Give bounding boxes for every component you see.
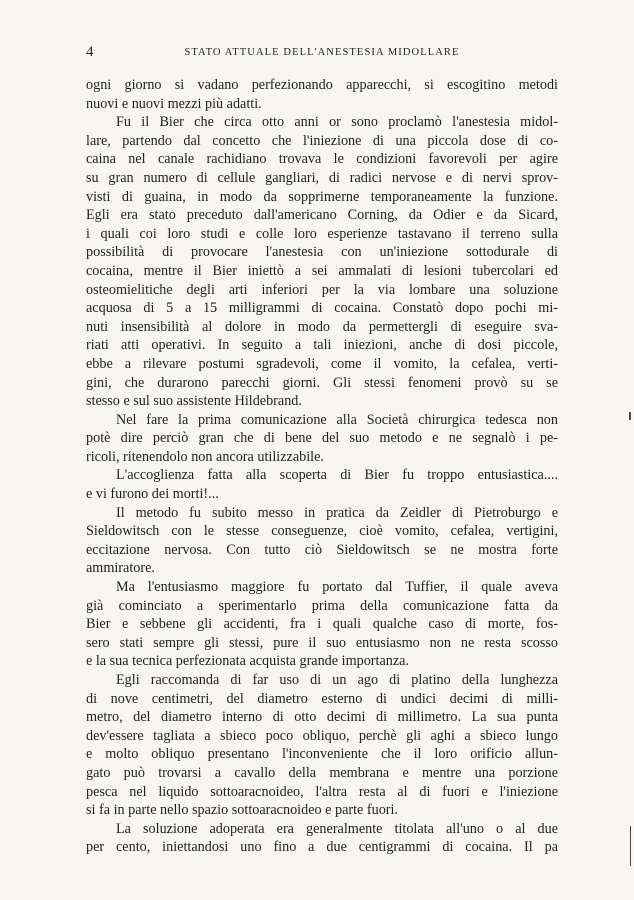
body-text bbox=[86, 76, 558, 857]
text-line: stesso e sul suo assistente Hildebrand. bbox=[86, 393, 302, 410]
text-line: e vi furono dei morti!... bbox=[86, 486, 219, 503]
text-line: potè dire perciò gran che di bene del suo metodo e ne segnalò i pe- bbox=[86, 430, 558, 447]
text-line: ammiratore. bbox=[86, 560, 155, 577]
text-line: nuti insensibilità al dolore in modo da permettergli di eseguire sva- bbox=[86, 318, 558, 335]
page-header bbox=[86, 44, 558, 64]
text-line: cocaina, mentre il Bier iniettò a sei ammalati di lesioni tubercolari ed bbox=[86, 262, 558, 279]
text-line: visti di guaina, in modo da sopprimerne temporaneamente la funzione. bbox=[86, 188, 558, 205]
text-line: Nel fare la prima comunicazione alla Società chirurgica tedesca non bbox=[116, 411, 558, 428]
text-line: Il metodo fu subito messo in pratica da Zeidler di Pietroburgo e bbox=[116, 504, 558, 521]
text-line: Egli era stato preceduto dall'americano Corning, da Odier e da Sicard, bbox=[86, 207, 558, 224]
text-line: caina nel canale rachidiano trovava le condizioni favorevoli per agire bbox=[86, 151, 558, 168]
page-number: 4 bbox=[86, 44, 94, 60]
text-line: pesca nel liquido sottoaracnoideo, l'altra resta al di fuori e l'iniezione bbox=[86, 783, 558, 800]
text-line: Sieldowitsch con le stesse conseguenze, cioè vomito, cefalea, vertigini, bbox=[86, 523, 558, 540]
scan-edge-mark bbox=[630, 826, 631, 866]
text-line: sero stati sempre gli stessi, pure il suo entusiasmo non ne resta scosso bbox=[86, 634, 558, 651]
text-line: possibilità di provocare l'anestesia con un'iniezione sottodurale di bbox=[86, 244, 558, 261]
text-line: dev'essere tagliata a sbieco poco obliquo, perchè gli aghi a sbieco lungo bbox=[86, 727, 558, 744]
text-line: e la sua tecnica perfezionata acquista grande importanza. bbox=[86, 653, 409, 670]
text-line: riati atti operativi. In seguito a tali iniezioni, anche di dosi piccole, bbox=[86, 337, 558, 354]
text-line: per cento, iniettandosi uno fino a due centigrammi di cocaina. Il pa bbox=[86, 839, 558, 856]
text-line: e molto obliquo presentano l'inconveniente che il loro orificio allun- bbox=[86, 746, 558, 763]
scan-edge-mark bbox=[629, 412, 631, 420]
text-line: ricoli, ritenendolo non ancora utilizzabile. bbox=[86, 448, 324, 465]
text-line: Ma l'entusiasmo maggiore fu portato dal Tuffier, il quale aveva bbox=[116, 579, 558, 596]
text-line: eccitazione nervosa. Con tutto ciò Sieldowitsch se ne mostra forte bbox=[86, 541, 558, 558]
running-title: STATO ATTUALE DELL'ANESTESIA MIDOLLARE bbox=[184, 47, 460, 58]
text-line: i quali coi loro studi e colle loro esperienze tastavano il terreno sulla bbox=[86, 225, 558, 242]
text-line: Egli raccomanda di far uso di un ago di platino della lunghezza bbox=[116, 672, 558, 688]
text-line: già cominciato a sperimentarlo prima della comunicazione fatta da bbox=[86, 597, 558, 614]
text-line: L'accoglienza fatta alla scoperta di Bier fu troppo entusiastica.... bbox=[116, 467, 558, 484]
text-line: su gran numero di cellule gangliari, di radici nervose e di nervi sprov- bbox=[86, 169, 558, 186]
text-line: Bier e sebbene gli accidenti, fra i quali qualche caso di morte, fos- bbox=[86, 616, 558, 633]
text-line: Fu il Bier che circa otto anni or sono proclamò l'anestesia midol- bbox=[116, 114, 558, 131]
text-line: acquosa di 5 a 15 milligrammi di cocaina. Constatò dopo pochi mi- bbox=[86, 300, 558, 317]
text-line: nuovi e nuovi mezzi più adatti. bbox=[86, 95, 262, 112]
text-line: La soluzione adoperata era generalmente titolata all'uno o al due bbox=[116, 820, 558, 837]
text-line: lare, partendo dal concetto che l'iniezione di una piccola dose di co- bbox=[86, 132, 558, 149]
text-line: gini, che durarono parecchi giorni. Gli stessi fenomeni provò su se bbox=[86, 374, 558, 391]
text-line: ogni giorno si vadano perfezionando apparecchi, si escogitino metodi bbox=[86, 77, 558, 93]
text-line: gato può trovarsi a cavallo della membrana e mentre una porzione bbox=[86, 764, 558, 781]
text-line: ebbe a rilevare postumi sgradevoli, come il vomito, la cefalea, verti- bbox=[86, 355, 558, 372]
text-line: metro, del diametro interno di otto decimi di millimetro. La sua punta bbox=[86, 709, 558, 726]
text-line: di nove centimetri, del diametro esterno di undici decimi di milli- bbox=[86, 690, 558, 707]
text-line: si fa in parte nello spazio sottoaracnoideo e parte fuori. bbox=[86, 802, 399, 819]
text-line: osteomielitiche degli arti inferiori per la via lombare una soluzione bbox=[86, 281, 558, 298]
